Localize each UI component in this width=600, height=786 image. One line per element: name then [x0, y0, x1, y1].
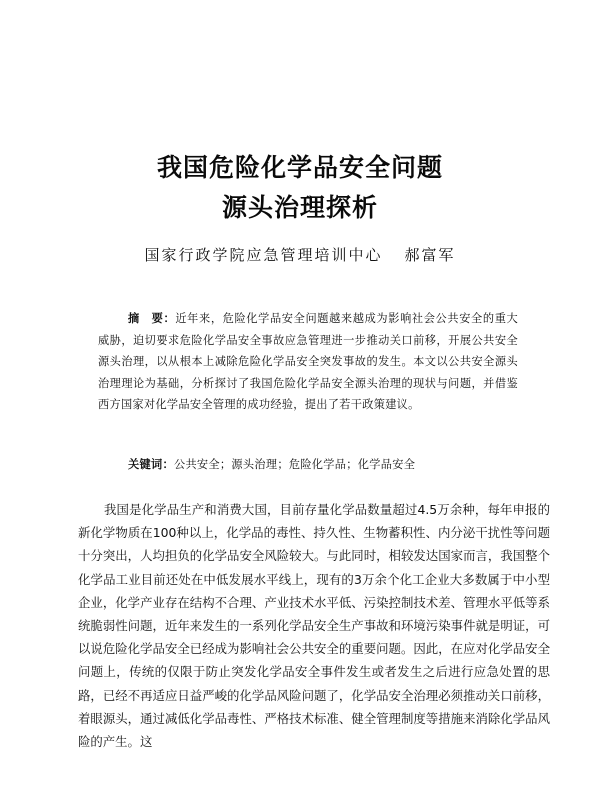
abstract [98, 308, 518, 416]
keywords-text: 公共安全；源头治理；危险化学品；化学品安全 [173, 458, 416, 471]
keywords [128, 455, 528, 475]
title-line-2: 源头治理探析 [221, 193, 378, 222]
keywords-label: 关键词： [128, 458, 174, 471]
author-name: 郝富军 [404, 246, 456, 264]
title-line-1: 我国危险化学品安全问题 [156, 153, 443, 182]
body-paragraph: 我国是化学品生产和消费大国，目前存量化学品数量超过4.5万余种，每年申报的新化学物质在100种以上，化学品的毒性、持久性、生物蓄积性、内分泌干扰性等问题十分突出，人均担负的化学品安全风险较大。与此同时，相较发达国家而言，我国整个化学品工业目前还处在中低发展水平线上，现有的3万余个化工企业大多数属于中小型企业，化学产业存在结构不合理、产业技术水平低、污染控制技术差、管理水平低等系统脆弱性问题，近年来发生的一系列化学品安全生产事故和环境污染事件就是明证，可以说危险化学品安全已经成为影响社会公共安全的重要问题。因此，在应对化学品安全问题上，传统的仅限于防止突发化学品安全事件发生或者发生之后进行应急处置的思路，已经不再适应日益严峻的化学品风险问题了，化学品安全治理必须推动关口前移，着眼源头，通过减低化学品毒性、严格技术标准、健全管理制度等措施来消除化学品风险的产生。这 [78, 502, 550, 750]
abstract-text: 近年来，危险化学品安全问题越来越成为影响社会公共安全的重大威胁，迫切要求危险化学品安全事故应急管理进一步推动关口前移，开展公共安全源头治理，以从根本上减除危险化学品安全突发事故的发生。本文以公共安全源头治理理论为基础，分析探讨了我国危险化学品安全源头治理的现状与问题，并借鉴西方国家对化学品安全管理的成功经验，提出了若干政策建议。 [98, 312, 519, 412]
abstract-label: 摘 要： [128, 312, 176, 325]
article-title [0, 148, 600, 228]
byline [0, 244, 600, 265]
author-affiliation: 国家行政学院应急管理培训中心 [144, 246, 383, 264]
